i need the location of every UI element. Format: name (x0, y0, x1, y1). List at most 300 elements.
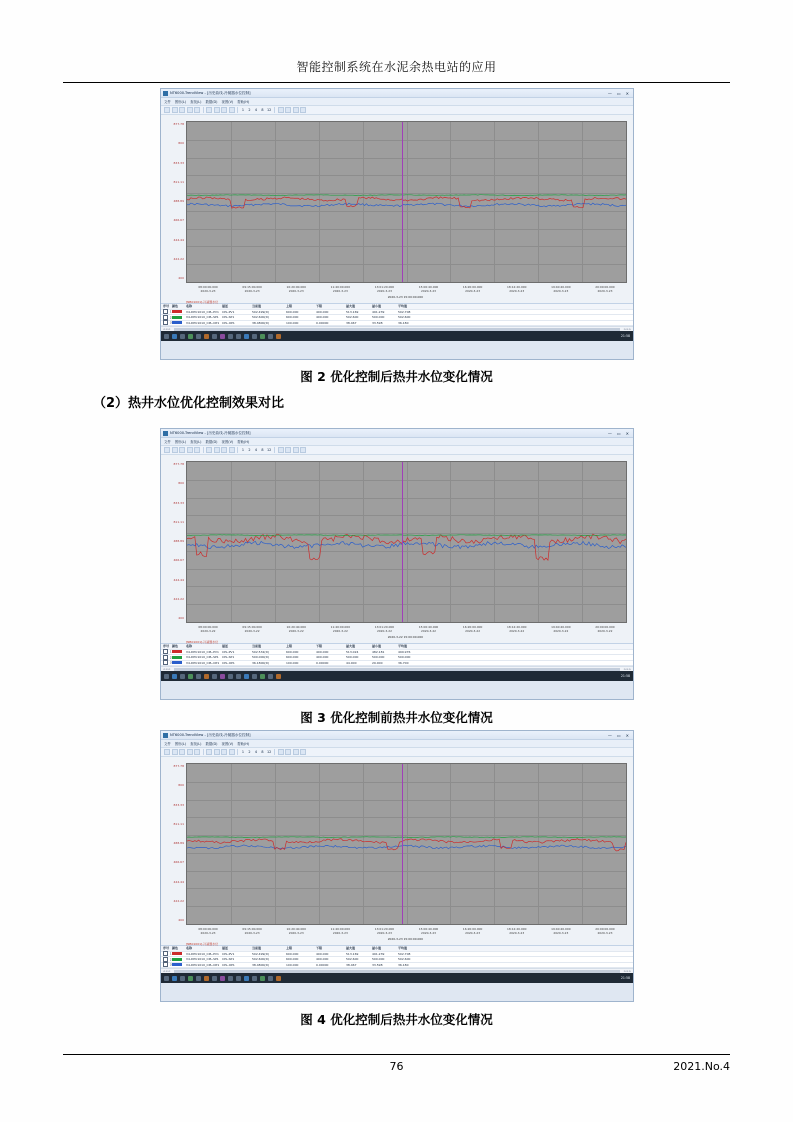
x-tick-time: 08:00:00.000 (198, 625, 218, 629)
cursor-timestamp: 2020-3-23 15:00:00.000 (387, 937, 424, 941)
taskbar-icon-12[interactable] (260, 674, 265, 679)
toolbar-button-7[interactable] (221, 749, 227, 755)
series-min-cell: 491.239 (372, 951, 385, 956)
taskbar-icon-10[interactable] (244, 976, 249, 981)
y-tick-label: 811.11 (173, 179, 184, 184)
y-tick-label: 800 (178, 481, 184, 486)
table-header-cell: 序号 (163, 304, 170, 309)
x-tick-time: 13:01:20.000 (374, 285, 395, 289)
x-tick-label (242, 285, 261, 293)
series-current-cell: 38.4800(D) (252, 320, 270, 325)
x-tick-date: 2020-3-22 (421, 629, 437, 633)
table-header-cell: 最小值 (372, 946, 382, 951)
plot-holder (165, 118, 629, 304)
page-number: 76 (389, 1060, 404, 1073)
color-cell (172, 650, 186, 654)
toolbar-separator (237, 447, 238, 453)
x-tick-time: 18:12:20.000 (507, 625, 527, 629)
x-tick-label (198, 285, 217, 293)
window-buttons (608, 91, 631, 96)
taskbar-icon-1[interactable] (172, 674, 177, 679)
taskbar-icon-9[interactable] (236, 334, 241, 339)
x-tick-label (463, 285, 482, 293)
close-button[interactable]: ✕ (625, 732, 629, 738)
scroll-thumb[interactable] (174, 668, 621, 671)
menu-item-4[interactable]: 视图(V) (221, 100, 234, 104)
toolbar-button-9[interactable] (278, 749, 284, 755)
series-lower-cell: 400.000 (316, 309, 329, 314)
series-max-cell: 513.169 (346, 309, 359, 314)
color-cell (172, 963, 186, 967)
row-index-cell: 3 (163, 962, 172, 967)
toolbar-separator (203, 749, 204, 755)
series-avg-cell: 36.180 (398, 962, 409, 967)
taskbar-icon-11[interactable] (252, 334, 257, 339)
toolbar-button-5[interactable] (206, 107, 212, 113)
page-header-title: 智能控制系统在水泥余热电站的应用 (296, 60, 497, 74)
toolbar-button-9[interactable] (278, 107, 284, 113)
x-tick-time: 10:20:00.000 (286, 285, 306, 289)
taskbar-icon-4[interactable] (196, 334, 201, 339)
series-avg-cell: 36.180 (398, 320, 409, 325)
x-tick-time: 19:40:40.000 (551, 285, 571, 289)
toolbar-button-0[interactable] (164, 107, 170, 113)
toolbar-button-3[interactable] (187, 447, 193, 453)
menu-bar (161, 98, 633, 106)
y-tick-label: 466.67 (173, 558, 184, 563)
scroll-next-button[interactable]: > (623, 969, 626, 973)
y-tick-label: 466.67 (173, 218, 184, 223)
series-max-cell: 38.467 (346, 320, 357, 325)
toolbar-separator (237, 749, 238, 755)
toolbar-button-12[interactable] (300, 107, 306, 113)
row-index-cell: 2 (163, 957, 172, 962)
taskbar-icon-0[interactable] (164, 976, 169, 981)
y-tick-label: 400 (178, 276, 184, 280)
row-index-cell: 1 (163, 649, 172, 654)
taskbar-icon-8[interactable] (228, 674, 233, 679)
toolbar-scale-8[interactable]: 8 (261, 108, 264, 112)
scroll-last-button[interactable]: >> (625, 667, 631, 671)
series-current-cell: 502.499(D) (252, 309, 270, 314)
series-current-cell: 500.000(D) (252, 655, 270, 660)
table-header-cell: 下限 (316, 644, 323, 649)
y-tick-label: 444.44 (173, 879, 184, 884)
x-tick-date: 2020-3-23 (332, 289, 348, 293)
taskbar-icon-7[interactable] (220, 674, 225, 679)
toolbar-button-12[interactable] (300, 749, 306, 755)
taskbar-icon-6[interactable] (212, 334, 217, 339)
y-tick-label: 422.22 (173, 898, 184, 903)
taskbar-icon-2[interactable] (180, 976, 185, 981)
taskbar-icon-0[interactable] (164, 334, 169, 339)
x-tick-time: 20:00:00.000 (595, 927, 615, 931)
x-tick-date: 2020-3-22 (597, 629, 613, 633)
taskbar-icon-5[interactable] (204, 674, 209, 679)
row-checkbox[interactable] (163, 951, 168, 956)
menu-item-2[interactable]: 查找(L) (190, 742, 202, 746)
menu-item-0[interactable]: 文件 (164, 742, 171, 746)
x-tick-date: 2020-3-23 (553, 289, 569, 293)
toolbar-button-1[interactable] (172, 107, 178, 113)
taskbar-icon-10[interactable] (244, 334, 249, 339)
x-tick-date: 2020-3-22 (553, 629, 569, 633)
scroll-thumb[interactable] (174, 328, 621, 331)
toolbar-button-7[interactable] (221, 447, 227, 453)
taskbar-icon-10[interactable] (244, 674, 249, 679)
toolbar-button-11[interactable] (293, 749, 299, 755)
taskbar-clock: 21:58 (620, 976, 630, 980)
toolbar-button-6[interactable] (214, 107, 220, 113)
toolbar-scale-12[interactable]: 12 (267, 108, 272, 112)
x-tick-label (375, 625, 394, 633)
series-current-cell: 502.532(D) (252, 649, 270, 654)
windows-taskbar (161, 973, 633, 983)
series-lower-cell: 400.000 (316, 655, 329, 660)
series-table (161, 945, 633, 968)
table-header-cell: 上限 (286, 946, 293, 951)
toolbar-scale-4[interactable]: 4 (254, 750, 258, 754)
color-cell (172, 661, 186, 665)
taskbar-icon-4[interactable] (196, 674, 201, 679)
menu-item-1[interactable]: 图形(L) (174, 440, 187, 444)
taskbar-icon-9[interactable] (236, 674, 241, 679)
toolbar-scale-8[interactable]: 8 (261, 750, 264, 754)
minimize-button[interactable]: — (607, 732, 612, 738)
taskbar-icon-13[interactable] (268, 674, 273, 679)
menu-item-0[interactable]: 文件 (164, 440, 171, 444)
window-titlebar (161, 89, 633, 98)
x-tick-time: 11:40:00.000 (330, 625, 351, 629)
series-lower-cell: 0.00000 (316, 660, 329, 665)
row-checkbox[interactable] (163, 957, 168, 962)
taskbar-icon-11[interactable] (252, 674, 257, 679)
toolbar-scale-1[interactable]: 1 (241, 448, 245, 452)
series-name-cell: V4-DPU1010_CPL-SP1 (186, 315, 219, 320)
x-tick-time: 13:01:20.000 (374, 927, 395, 931)
close-button[interactable]: ✕ (625, 430, 629, 436)
taskbar-icon-6[interactable] (212, 674, 217, 679)
maximize-button[interactable]: ▭ (616, 90, 621, 96)
series-avg-cell: 499.976 (398, 649, 411, 654)
taskbar-icon-2[interactable] (180, 334, 185, 339)
toolbar-separator (274, 749, 275, 755)
toolbar-button-8[interactable] (229, 749, 235, 755)
row-checkbox[interactable] (163, 962, 168, 967)
toolbar-separator (237, 107, 238, 113)
window-titlebar (161, 429, 633, 438)
figure-2-caption: 图 2 优化控制后热井水位变化情况 (300, 369, 493, 384)
series-min-cell: 500.000 (372, 655, 385, 660)
taskbar-icon-6[interactable] (212, 976, 217, 981)
row-index-cell: 2 (163, 315, 172, 320)
cursor-line[interactable] (402, 122, 403, 282)
toolbar-button-2[interactable] (179, 749, 185, 755)
taskbar-icon-8[interactable] (228, 334, 233, 339)
windows-taskbar (161, 331, 633, 341)
menu-item-0[interactable]: 文件 (164, 100, 171, 104)
toolbar-button-3[interactable] (187, 749, 193, 755)
toolbar-button-11[interactable] (293, 447, 299, 453)
trend-traces (187, 462, 626, 622)
toolbar-button-5[interactable] (206, 447, 212, 453)
toolbar-button-8[interactable] (229, 447, 235, 453)
x-tick-date: 2020-3-23 (244, 289, 260, 293)
taskbar-icon-8[interactable] (228, 976, 233, 981)
x-tick-date: 2020-3-23 (244, 931, 260, 935)
x-tick-label (331, 625, 350, 633)
close-button[interactable]: ✕ (625, 90, 629, 96)
toolbar-button-4[interactable] (194, 749, 200, 755)
taskbar-icon-3[interactable] (188, 334, 193, 339)
taskbar-icon-5[interactable] (204, 334, 209, 339)
row-checkbox[interactable] (163, 649, 168, 654)
menu-item-2[interactable]: 查找(L) (190, 440, 202, 444)
toolbar-scale-1[interactable]: 1 (241, 750, 245, 754)
toolbar-button-0[interactable] (164, 447, 170, 453)
menu-bar (161, 438, 633, 446)
toolbar-button-2[interactable] (179, 447, 185, 453)
series-upper-cell: 600.000 (286, 315, 299, 320)
maximize-button[interactable]: ▭ (616, 732, 621, 738)
series-lower-cell: 400.000 (316, 957, 329, 962)
taskbar-icon-12[interactable] (260, 334, 265, 339)
row-index-cell: 3 (163, 660, 172, 665)
x-tick-label (507, 625, 526, 633)
scroll-prev-button[interactable]: < (168, 667, 171, 671)
x-tick-time: 16:20:00.000 (462, 285, 483, 289)
menu-item-3[interactable]: 数据(D) (205, 742, 218, 746)
toolbar (161, 748, 633, 757)
series-current-cell: 502.499(D) (252, 951, 270, 956)
series-desc-cell: CPL-PV1 (222, 309, 235, 314)
cursor-line[interactable] (402, 764, 403, 924)
taskbar-icon-11[interactable] (252, 976, 257, 981)
figure-3-caption: 图 3 优化控制前热井水位变化情况 (300, 710, 493, 725)
trend-plot[interactable] (186, 461, 627, 623)
taskbar-icon-13[interactable] (268, 976, 273, 981)
table-header-cell: 颜色 (172, 644, 179, 649)
y-tick-label: 400 (178, 918, 184, 922)
table-header-cell: 描述 (222, 644, 229, 649)
x-tick-time: 16:20:00.000 (462, 927, 483, 931)
section-heading: （2）热井水位优化控制效果对比 (93, 396, 285, 411)
scroll-last-button[interactable]: >> (625, 327, 631, 331)
row-checkbox[interactable] (163, 655, 168, 660)
x-tick-date: 2020-3-23 (553, 931, 569, 935)
window-title: NT6000-TrendView - [历史曲线-冷凝器水位控制] (170, 732, 251, 737)
cursor-line[interactable] (402, 462, 403, 622)
row-checkbox[interactable] (163, 320, 168, 325)
series-desc-cell: CPL-OP1 (222, 660, 235, 665)
table-header-cell: 名称 (186, 946, 193, 951)
cursor-timestamp: 2020-3-23 15:00:00.000 (387, 295, 424, 299)
scroll-thumb[interactable] (174, 970, 621, 973)
taskbar-icon-14[interactable] (276, 976, 281, 981)
window-buttons (608, 733, 631, 738)
toolbar-button-5[interactable] (206, 749, 212, 755)
series-lower-cell: 0.00000 (316, 320, 329, 325)
x-tick-date: 2020-3-23 (332, 931, 348, 935)
trendview-window-fig3 (160, 428, 634, 700)
table-header-cell: 最小值 (372, 304, 382, 309)
y-tick-label: 833.33 (173, 500, 184, 505)
row-checkbox[interactable] (163, 315, 168, 320)
scroll-prev-button[interactable]: < (168, 327, 171, 331)
series-color-swatch (172, 321, 182, 324)
menu-item-5[interactable]: 帮助(H) (237, 742, 250, 746)
x-tick-date: 2020-3-23 (465, 931, 481, 935)
x-tick-time: 15:00:40.000 (418, 285, 439, 289)
toolbar-scale-1[interactable]: 1 (241, 108, 245, 112)
x-tick-time: 08:00:00.000 (198, 285, 218, 289)
taskbar-icon-9[interactable] (236, 976, 241, 981)
scroll-next-button[interactable]: > (623, 327, 626, 331)
taskbar-icon-5[interactable] (204, 976, 209, 981)
y-axis (165, 458, 185, 630)
series-max-cell: 44.000 (346, 660, 357, 665)
menu-item-1[interactable]: 图形(L) (174, 100, 187, 104)
toolbar-scale-8[interactable]: 8 (261, 448, 264, 452)
taskbar-icon-4[interactable] (196, 976, 201, 981)
taskbar-icon-1[interactable] (172, 976, 177, 981)
minimize-button[interactable]: — (607, 430, 612, 436)
x-tick-date: 2020-3-23 (288, 931, 304, 935)
minimize-button[interactable]: — (607, 90, 612, 96)
toolbar-button-4[interactable] (194, 447, 200, 453)
series-name-cell: V4-DPU1010_CPL-OP1 (186, 962, 220, 967)
series-avg-cell: 502.600 (398, 315, 411, 320)
taskbar-icon-13[interactable] (268, 334, 273, 339)
series-max-cell: 513.169 (346, 951, 359, 956)
toolbar-scale-2[interactable]: 2 (248, 108, 251, 112)
toolbar-button-10[interactable] (285, 107, 291, 113)
toolbar-button-12[interactable] (300, 447, 306, 453)
series-max-cell: 38.467 (346, 962, 357, 967)
toolbar-button-1[interactable] (172, 447, 178, 453)
y-tick-label: 800 (178, 141, 184, 146)
toolbar-scale-4[interactable]: 4 (254, 448, 258, 452)
series-current-cell: 38.4800(D) (252, 962, 270, 967)
menu-item-1[interactable]: 图形(L) (174, 742, 187, 746)
series-upper-cell: 600.000 (286, 649, 299, 654)
toolbar-button-0[interactable] (164, 749, 170, 755)
trend-plot[interactable] (186, 763, 627, 925)
series-color-swatch (172, 958, 182, 961)
toolbar-button-7[interactable] (221, 107, 227, 113)
toolbar-scale-12[interactable]: 12 (267, 448, 272, 452)
toolbar-button-10[interactable] (285, 749, 291, 755)
series-name-cell: V4-DPU1010_CPL-PV1 (186, 649, 219, 654)
chart-area (161, 757, 633, 945)
horizontal-scrollbar[interactable] (161, 968, 633, 973)
series-desc-cell: CPL-SP1 (222, 315, 235, 320)
cursor-timestamp: 2020-3-22 15:00:00.000 (387, 635, 424, 639)
x-tick-label (198, 625, 217, 633)
y-tick-label: 488.89 (173, 539, 184, 543)
toolbar-button-6[interactable] (214, 447, 220, 453)
x-tick-label (551, 927, 570, 935)
toolbar-button-4[interactable] (194, 107, 200, 113)
x-tick-time: 13:01:20.000 (374, 625, 395, 629)
y-tick-label: 877.78 (173, 122, 184, 126)
x-tick-label (375, 927, 394, 935)
toolbar-button-3[interactable] (187, 107, 193, 113)
toolbar-button-1[interactable] (172, 749, 178, 755)
row-checkbox[interactable] (163, 309, 168, 314)
window-titlebar (161, 731, 633, 740)
maximize-button[interactable]: ▭ (616, 430, 621, 436)
toolbar-button-2[interactable] (179, 107, 185, 113)
menu-item-2[interactable]: 查找(L) (190, 100, 202, 104)
x-tick-label (287, 625, 306, 633)
app-icon (163, 91, 168, 96)
series-color-swatch (172, 963, 182, 966)
taskbar-icon-12[interactable] (260, 976, 265, 981)
taskbar-icon-3[interactable] (188, 976, 193, 981)
horizontal-scrollbar[interactable] (161, 326, 633, 331)
toolbar-button-9[interactable] (278, 447, 284, 453)
row-checkbox[interactable] (163, 660, 168, 665)
toolbar-button-8[interactable] (229, 107, 235, 113)
series-desc-cell: CPL-PV1 (222, 649, 235, 654)
toolbar-button-11[interactable] (293, 107, 299, 113)
scroll-first-button[interactable]: << (163, 969, 169, 973)
color-cell (172, 310, 186, 314)
series-min-cell: 33.598 (372, 962, 383, 967)
x-tick-label (463, 625, 482, 633)
scroll-first-button[interactable]: << (163, 667, 169, 671)
taskbar-icon-1[interactable] (172, 334, 177, 339)
menu-item-5[interactable]: 帮助(H) (237, 100, 250, 104)
taskbar-icon-14[interactable] (276, 334, 281, 339)
scroll-next-button[interactable]: > (623, 667, 626, 671)
taskbar-icon-7[interactable] (220, 334, 225, 339)
scroll-first-button[interactable]: << (163, 327, 169, 331)
series-upper-cell: 600.000 (286, 957, 299, 962)
table-header-cell: 颜色 (172, 946, 179, 951)
scroll-prev-button[interactable]: < (168, 969, 171, 973)
horizontal-scrollbar[interactable] (161, 666, 633, 671)
toolbar-scale-2[interactable]: 2 (248, 750, 251, 754)
toolbar-button-6[interactable] (214, 749, 220, 755)
taskbar-icon-14[interactable] (276, 674, 281, 679)
y-tick-label: 833.33 (173, 160, 184, 165)
toolbar-scale-2[interactable]: 2 (248, 448, 251, 452)
series-max-cell: 500.000 (346, 655, 359, 660)
menu-item-3[interactable]: 数据(D) (205, 100, 218, 104)
menu-item-5[interactable]: 帮助(H) (237, 440, 250, 444)
x-tick-time: 08:00:00.000 (198, 927, 218, 931)
y-tick-label: 800 (178, 783, 184, 788)
scroll-last-button[interactable]: >> (625, 969, 631, 973)
y-tick-label: 400 (178, 616, 184, 620)
taskbar-icon-3[interactable] (188, 674, 193, 679)
menu-item-4[interactable]: 视图(V) (221, 440, 234, 444)
toolbar-scale-4[interactable]: 4 (254, 108, 258, 112)
trend-plot[interactable] (186, 121, 627, 283)
taskbar-icon-7[interactable] (220, 976, 225, 981)
trendview-window-fig4 (160, 730, 634, 1002)
menu-item-4[interactable]: 视图(V) (221, 742, 234, 746)
taskbar-icon-2[interactable] (180, 674, 185, 679)
toolbar-scale-12[interactable]: 12 (267, 750, 272, 754)
table-header-cell: 序号 (163, 644, 170, 649)
toolbar-button-10[interactable] (285, 447, 291, 453)
menu-item-3[interactable]: 数据(D) (205, 440, 218, 444)
series-upper-cell: 100.000 (286, 660, 299, 665)
taskbar-icon-0[interactable] (164, 674, 169, 679)
